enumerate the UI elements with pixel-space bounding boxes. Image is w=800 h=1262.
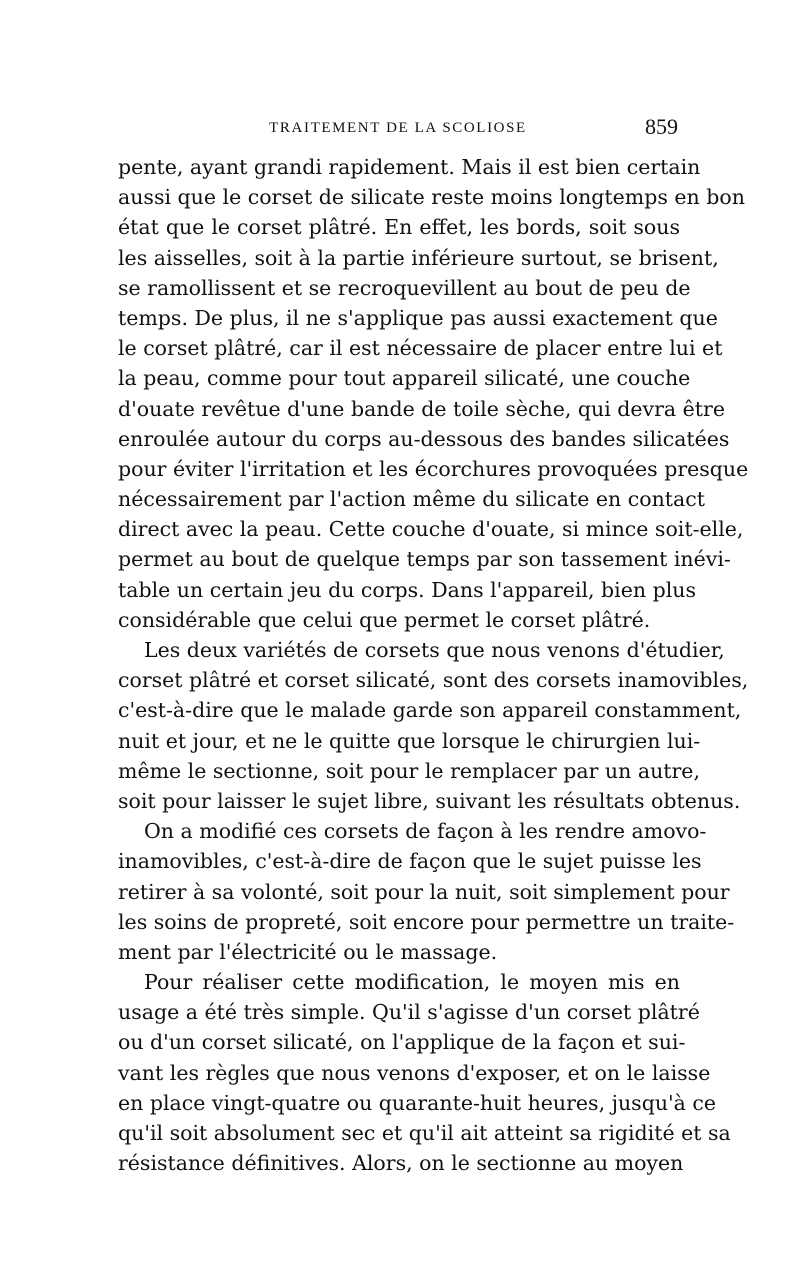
text-line: enroulée autour du corps au-dessous des bandes silicatées (118, 426, 730, 451)
text-line: les soins de propreté, soit encore pour permettre un traite- (118, 909, 735, 934)
text-line: nuit et jour, et ne le quitte que lorsque le chirurgien lui- (118, 728, 701, 753)
paragraph-end-line: considérable que celui que permet le corset plâtré. (118, 607, 651, 632)
text-line: en place vingt-quatre ou quarante-huit heures, jusqu'à ce (118, 1090, 717, 1115)
running-header (118, 114, 678, 142)
paragraph-start-line: On a modifié ces corsets de façon à les rendre amovo- (144, 819, 707, 844)
text-line: c'est-à-dire que le malade garde son appareil constamment, (118, 698, 742, 723)
text-line: corset plâtré et corset silicaté, sont des corsets inamovibles, (118, 668, 749, 693)
paragraph-start-line: Les deux variétés de corsets que nous venons d'étudier, (144, 638, 725, 662)
text-line: usage a été très simple. Qu'il s'agisse d'un corset plâtré (118, 1000, 700, 1025)
text-line: pente, ayant grandi rapidement. Mais il est bien certain (118, 155, 701, 179)
text-line: permet au bout de quelque temps par son tassement inévi- (118, 547, 731, 572)
text-line: aussi que le corset de silicate reste moins longtemps en bon (118, 185, 745, 210)
text-line: les aisselles, soit à la partie inférieure surtout, se brisent, (118, 245, 719, 270)
text-line: même le sectionne, soit pour le remplacer par un autre, (118, 758, 700, 783)
text-line: direct avec la peau. Cette couche d'ouate, si mince soit-elle, (118, 517, 744, 542)
text-line: pour éviter l'irritation et les écorchures provoquées presque (118, 456, 749, 481)
text-line: inamovibles, c'est-à-dire de façon que le sujet puisse les (118, 849, 702, 874)
text-line: la peau, comme pour tout appareil silicaté, une couche (118, 366, 691, 391)
text-line: qu'il soit absolument sec et qu'il ait atteint sa rigidité et sa (118, 1121, 731, 1145)
text-line: état que le corset plâtré. En effet, les bords, soit sous (118, 215, 680, 240)
text-line: temps. De plus, il ne s'applique pas aussi exactement que (118, 305, 718, 330)
text-line: retirer à sa volonté, soit pour la nuit, soit simplement pour (118, 879, 730, 904)
body-text (118, 152, 749, 1178)
text-line: vant les règles que nous venons d'exposer, et on le laisse (118, 1060, 711, 1085)
text-line: ou d'un corset silicaté, on l'applique de la façon et sui- (118, 1030, 686, 1055)
paragraph-end-line: ment par l'électricité ou le massage. (118, 939, 498, 964)
paragraph-start-line: Pour réaliser cette modification, le moyen mis en (144, 970, 680, 995)
running-header-title: TRAITEMENT DE LA SCOLIOSE (269, 120, 527, 136)
text-line: le corset plâtré, car il est nécessaire de placer entre lui et (118, 336, 723, 361)
paragraph-end-line: soit pour laisser le sujet libre, suivant les résultats obtenus. (118, 788, 741, 813)
text-line: table un certain jeu du corps. Dans l'appareil, bien plus (118, 577, 696, 602)
text-line: se ramollissent et se recroquevillent au bout de peu de (118, 275, 691, 300)
text-line: résistance définitives. Alors, on le sectionne au moyen (118, 1151, 684, 1176)
page-number: 859 (645, 114, 678, 139)
text-line: nécessairement par l'action même du silicate en contact (118, 487, 705, 512)
text-line: d'ouate revêtue d'une bande de toile sèche, qui devra être (118, 396, 725, 421)
